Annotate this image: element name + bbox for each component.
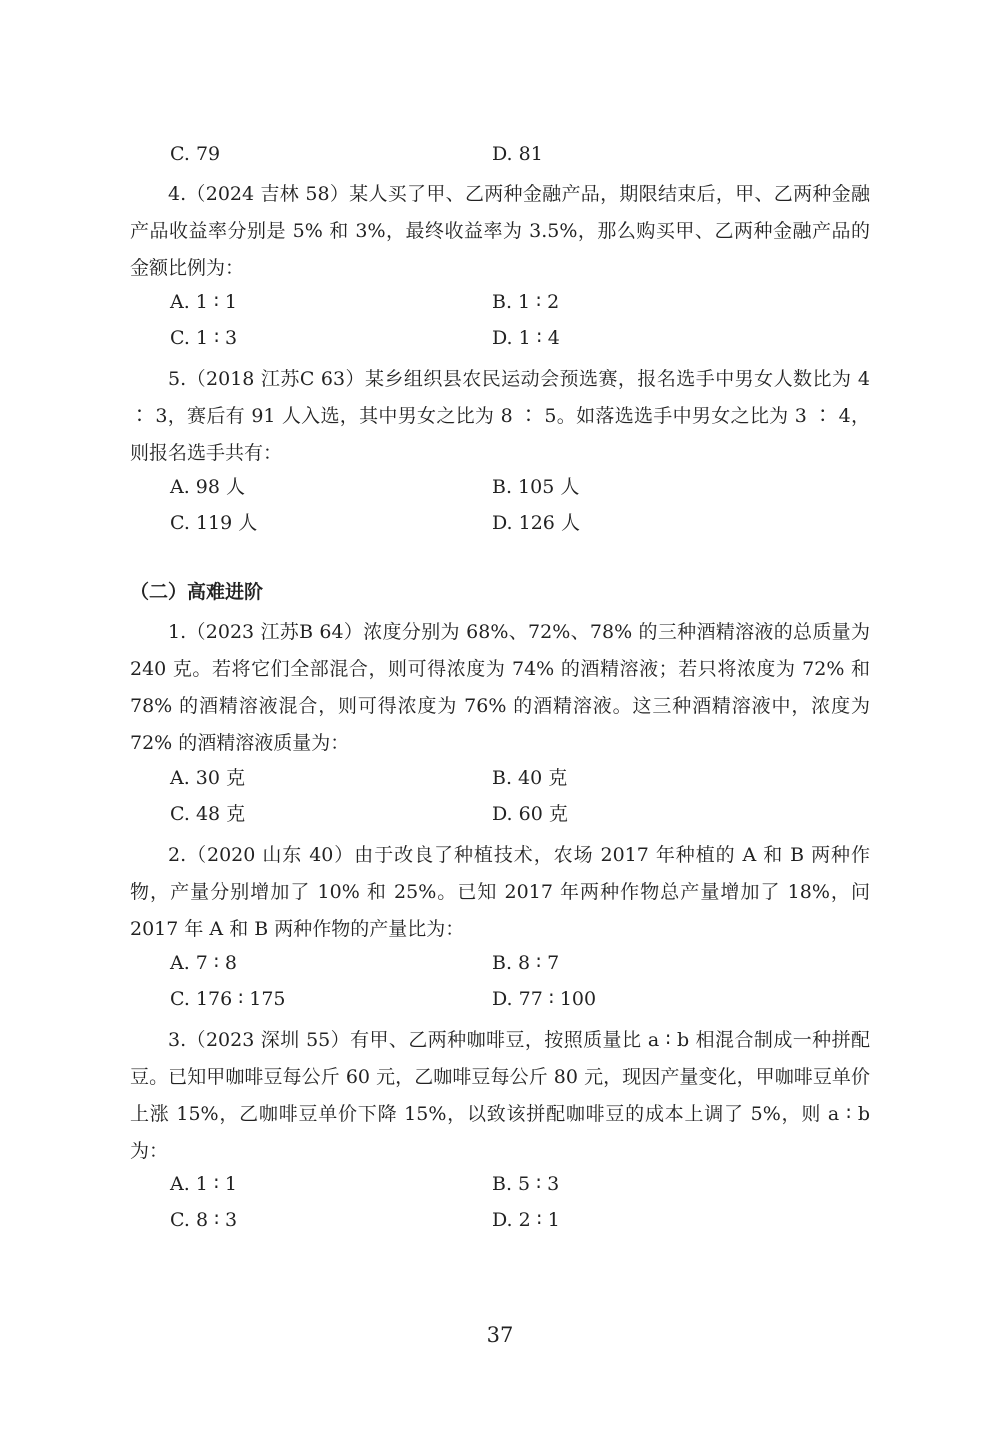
hard-question-2-option-d: D. 77 ∶ 100 [492, 988, 597, 1010]
hard-question-3-option-b: B. 5 ∶ 3 [492, 1173, 560, 1195]
question-4-option-d: D. 1 ∶ 4 [492, 327, 560, 349]
prev-option-d: D. 81 [492, 143, 543, 165]
hard-question-1-option-c: C. 48 克 [170, 803, 246, 825]
hard-question-1-text: 1.（2023 江苏B 64）浓度分别为 68%、72%、78% 的三种酒精溶液的总质量为 240 克。若将它们全部混合，则可得浓度为 74% 的酒精溶液；若只将浓度为 72% 和 78% 的酒精溶液混合，则可得浓度为 76% 的酒精溶液。这三种酒精溶液中，浓度为 72% 的酒精溶液质量为： [130, 621, 870, 754]
question-5-option-b: B. 105 人 [492, 476, 580, 498]
question-5-option-d: D. 126 人 [492, 512, 580, 534]
question-5-stem [130, 361, 870, 472]
hard-question-2-option-c: C. 176 ∶ 175 [170, 988, 286, 1010]
prev-option-c: C. 79 [170, 143, 221, 165]
hard-question-2-option-b: B. 8 ∶ 7 [492, 952, 560, 974]
page-number: 37 [486, 1323, 514, 1347]
hard-question-3-option-d: D. 2 ∶ 1 [492, 1209, 560, 1231]
hard-question-1-stem [130, 614, 870, 762]
question-4-option-a: A. 1 ∶ 1 [170, 291, 238, 313]
hard-question-2-stem [130, 837, 870, 948]
hard-question-2-option-a: A. 7 ∶ 8 [170, 952, 238, 974]
hard-question-1-option-b: B. 40 克 [492, 767, 568, 789]
hard-question-1-option-d: D. 60 克 [492, 803, 568, 825]
question-4-stem [130, 176, 870, 287]
question-5-text: 5.（2018 江苏C 63）某乡组织县农民运动会预选赛，报名选手中男女人数比为 4 ∶ 3，赛后有 91 人入选，其中男女之比为 8 ∶ 5。如落选选手中男女之比为 3 ∶ 4，则报名选手共有： [130, 368, 870, 464]
hard-question-3-option-c: C. 8 ∶ 3 [170, 1209, 238, 1231]
question-4-text: 4.（2024 吉林 58）某人买了甲、乙两种金融产品，期限结束后，甲、乙两种金融产品收益率分别是 5% 和 3%，最终收益率为 3.5%，那么购买甲、乙两种金融产品的金额比例为： [130, 183, 870, 279]
hard-question-3-text: 3.（2023 深圳 55）有甲、乙两种咖啡豆，按照质量比 a ∶ b 相混合制成一种拼配豆。已知甲咖啡豆每公斤 60 元，乙咖啡豆每公斤 80 元，现因产量变化，甲咖啡豆单价上涨 15%，乙咖啡豆单价下降 15%，以致该拼配咖啡豆的成本上调了 5%，则 a ∶ b 为： [130, 1029, 870, 1162]
section-title: （二）高难进阶 [130, 581, 264, 603]
question-4-option-c: C. 1 ∶ 3 [170, 327, 238, 349]
hard-question-2-text: 2.（2020 山东 40）由于改良了种植技术，农场 2017 年种植的 A 和 B 两种作物，产量分别增加了 10% 和 25%。已知 2017 年两种作物总产量增加了 18%，问 2017 年 A 和 B 两种作物的产量比为： [130, 844, 870, 940]
hard-question-3-option-a: A. 1 ∶ 1 [170, 1173, 238, 1195]
hard-question-1-option-a: A. 30 克 [170, 767, 246, 789]
question-5-option-a: A. 98 人 [170, 476, 246, 498]
hard-question-3-stem [130, 1022, 870, 1170]
question-5-option-c: C. 119 人 [170, 512, 258, 534]
question-4-option-b: B. 1 ∶ 2 [492, 291, 560, 313]
